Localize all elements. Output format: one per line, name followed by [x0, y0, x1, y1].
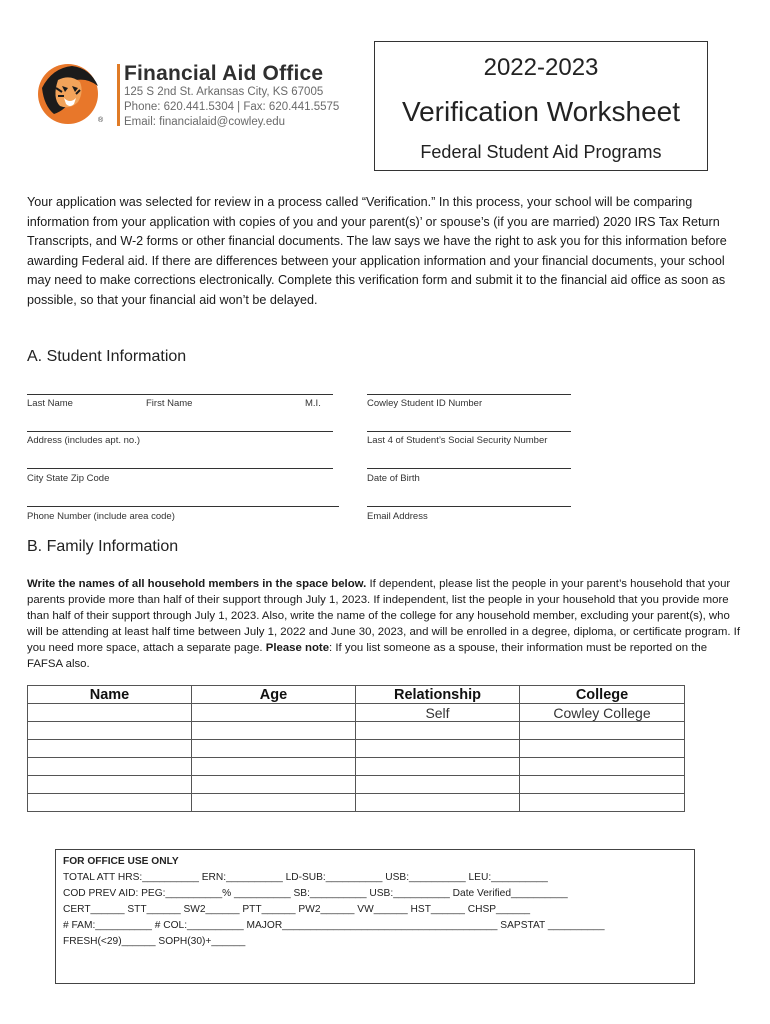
- ssn-field-line[interactable]: [367, 431, 571, 432]
- household-table-header: [28, 686, 685, 704]
- label-ssn-last4: Last 4 of Student’s Social Security Number: [367, 435, 548, 446]
- svg-text:®: ®: [98, 117, 104, 124]
- student-section-heading: A. Student Information: [27, 348, 187, 365]
- table-row: [28, 794, 685, 812]
- student-id-field-line[interactable]: [367, 394, 571, 395]
- table-row: [28, 704, 685, 722]
- cell-relationship[interactable]: [356, 740, 520, 758]
- family-section-heading: B. Family Information: [27, 538, 179, 555]
- label-last-name: Last Name: [27, 398, 73, 409]
- org-phone-fax: Phone: 620.441.5304 | Fax: 620.441.5575: [124, 101, 340, 113]
- office-use-box: [55, 849, 695, 984]
- cell-age[interactable]: [192, 794, 356, 812]
- cell-name[interactable]: [28, 704, 192, 722]
- label-student-id: Cowley Student ID Number: [367, 398, 483, 409]
- email-field-line[interactable]: [367, 506, 571, 507]
- label-phone: Phone Number (include area code): [27, 511, 175, 522]
- cell-college[interactable]: [520, 776, 685, 794]
- col-header-relationship: Relationship: [356, 686, 520, 704]
- phone-field-line[interactable]: [27, 506, 339, 507]
- org-email: Email: financialaid@cowley.edu: [124, 116, 286, 128]
- table-row: [28, 776, 685, 794]
- office-use-title: FOR OFFICE USE ONLY: [63, 856, 179, 867]
- col-header-college: College: [520, 686, 685, 704]
- org-name: Financial Aid Office: [124, 62, 324, 85]
- cell-college[interactable]: [520, 758, 685, 776]
- label-city-state-zip: City State Zip Code: [27, 473, 110, 484]
- cell-name[interactable]: [28, 722, 192, 740]
- cell-relationship[interactable]: [356, 794, 520, 812]
- cell-college[interactable]: [520, 722, 685, 740]
- cell-relationship[interactable]: Self: [356, 704, 520, 722]
- office-line-5: FRESH(<29)______ SOPH(30)+______: [63, 936, 246, 947]
- family-instructions: [27, 576, 745, 672]
- household-table: [27, 685, 685, 812]
- cell-college[interactable]: [520, 794, 685, 812]
- cell-college[interactable]: Cowley College: [520, 704, 685, 722]
- document-subtitle: Federal Student Aid Programs: [420, 142, 662, 162]
- dob-field-line[interactable]: [367, 468, 571, 469]
- label-dob: Date of Birth: [367, 473, 420, 484]
- label-email: Email Address: [367, 511, 428, 522]
- cell-age[interactable]: [192, 722, 356, 740]
- family-note-text: : If you list someone as a spouse, their information must be reported on the FAFSA also.: [27, 642, 708, 670]
- label-first-name: First Name: [146, 398, 193, 409]
- org-address: 125 S 2nd St. Arkansas City, KS 67005: [124, 86, 324, 98]
- family-note-bold: Please note: [265, 642, 330, 654]
- city-state-zip-field-line[interactable]: [27, 468, 333, 469]
- label-address: Address (includes apt. no.): [27, 435, 141, 446]
- col-header-age: Age: [192, 686, 356, 704]
- tiger-logo: [32, 58, 106, 128]
- cell-age[interactable]: [192, 740, 356, 758]
- label-mi: M.I.: [305, 398, 321, 409]
- office-line-2: COD PREV AID: PEG:__________% __________ SB:__________ USB:__________ Date Verified__________: [63, 888, 568, 899]
- intro-paragraph: Your application was selected for review in a process called “Verification.” In this process, your school will be comparing information from your application with copies of you and your parent(s)’ or spouse’s (if you are married) 2020 IRS Tax Return Transcripts, and W-2 forms or other financial documents. The law says we have the right to ask you for this information before awarding Federal aid. If there are differences between your application information and your financial documents, your school may need to make corrections electronically. Complete this verification form and submit it to the financial aid office as soon as possible, so that your financial aid won’t be delayed.: [27, 195, 727, 307]
- col-header-name: Name: [28, 686, 192, 704]
- header-divider: [117, 64, 120, 126]
- family-instructions-bold: Write the names of all household members in the space below.: [27, 578, 367, 590]
- cell-college[interactable]: [520, 740, 685, 758]
- title-box: [374, 41, 708, 171]
- cell-relationship[interactable]: [356, 758, 520, 776]
- office-line-3: CERT______ STT______ SW2______ PTT______ PW2______ VW______ HST______ CHSP______: [63, 904, 531, 915]
- cell-name[interactable]: [28, 740, 192, 758]
- award-year: 2022-2023: [483, 54, 599, 81]
- cell-name[interactable]: [28, 758, 192, 776]
- document-title: Verification Worksheet: [401, 96, 681, 127]
- family-instructions-text: If dependent, please list the people in your parent’s household that your parents provide more than half of their support through July 1, 2023. If independent, list the people in your household that you provide more than half of their support through July 1, 2023. Also, write the name of the college for any household member, excluding your parent(s), who will be attending at least half time between July 1, 2022 and June 30, 2023, and will be enrolled in a degree, diploma, or certificate program. If you need more space, attach a separate page.: [27, 578, 740, 654]
- address-field-line[interactable]: [27, 431, 333, 432]
- table-row: [28, 722, 685, 740]
- cell-name[interactable]: [28, 794, 192, 812]
- name-field-line[interactable]: [27, 394, 333, 395]
- cell-age[interactable]: [192, 704, 356, 722]
- table-row: [28, 740, 685, 758]
- cell-name[interactable]: [28, 776, 192, 794]
- office-line-4: # FAM:__________ # COL:__________ MAJOR______________________________________ SAPSTAT __________: [63, 920, 605, 931]
- office-line-1: TOTAL ATT HRS:__________ ERN:__________ LD-SUB:__________ USB:__________ LEU:__________: [63, 872, 548, 883]
- cell-relationship[interactable]: [356, 722, 520, 740]
- cell-relationship[interactable]: [356, 776, 520, 794]
- table-row: [28, 758, 685, 776]
- cell-age[interactable]: [192, 776, 356, 794]
- cell-age[interactable]: [192, 758, 356, 776]
